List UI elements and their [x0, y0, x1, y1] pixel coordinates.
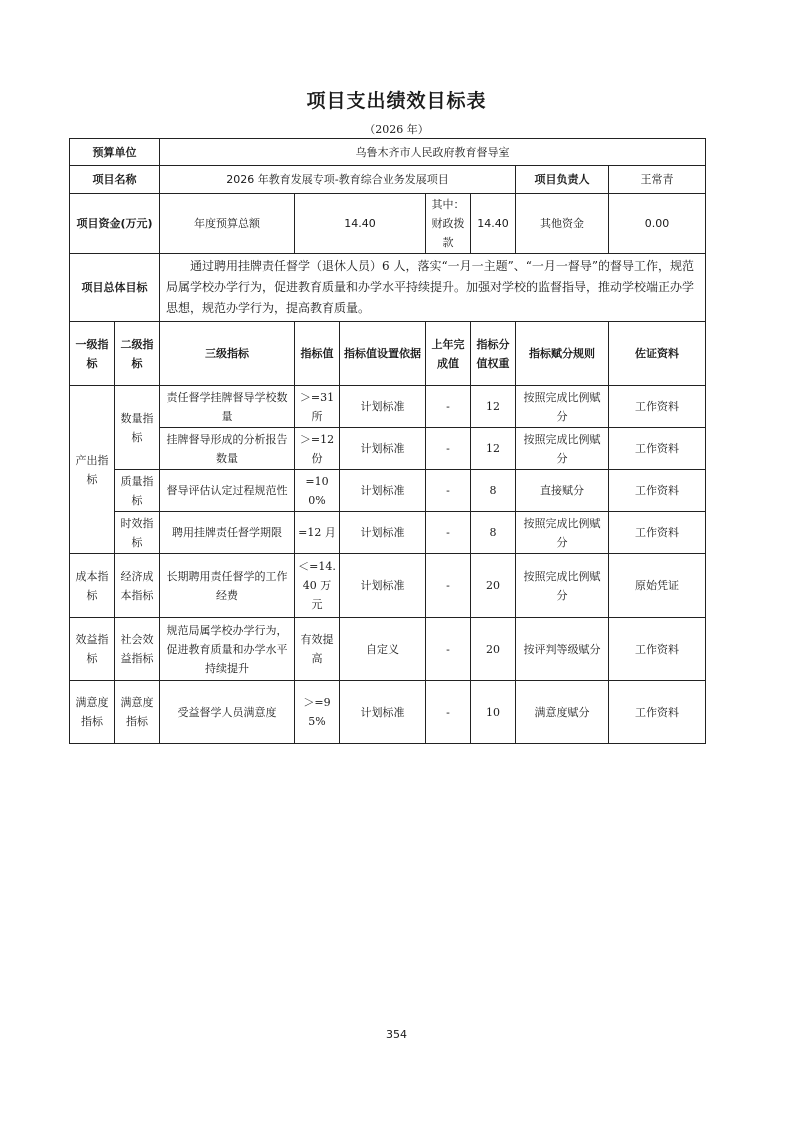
rule-cell: 直接赋分	[516, 470, 609, 512]
table-row	[70, 512, 706, 554]
rule-cell: 按照完成比例赋分	[516, 554, 609, 618]
basis-cell: 计划标准	[340, 386, 426, 428]
indicator-header-row	[70, 322, 706, 386]
header-value: 指标值	[295, 322, 340, 386]
evidence-cell: 工作资料	[609, 386, 706, 428]
basis-cell: 计划标准	[340, 681, 426, 744]
project-owner-value: 王常青	[609, 166, 706, 194]
weight-cell: 10	[471, 681, 516, 744]
header-weight: 指标分值权重	[471, 322, 516, 386]
level1-cell: 产出指标	[70, 386, 115, 554]
header-evidence: 佐证资料	[609, 322, 706, 386]
value-cell: =100%	[295, 470, 340, 512]
basis-cell: 计划标准	[340, 554, 426, 618]
basis-cell: 计划标准	[340, 470, 426, 512]
rule-cell: 按照完成比例赋分	[516, 386, 609, 428]
project-name-label: 项目名称	[70, 166, 160, 194]
level3-cell: 规范局属学校办学行为，促进教育质量和办学水平持续提升	[160, 618, 295, 681]
evidence-cell: 工作资料	[609, 428, 706, 470]
header-rule: 指标赋分规则	[516, 322, 609, 386]
weight-cell: 20	[471, 554, 516, 618]
evidence-cell: 工作资料	[609, 681, 706, 744]
table-row	[70, 428, 706, 470]
fiscal-funds-value: 14.40	[471, 194, 516, 254]
other-funds-label: 其他资金	[516, 194, 609, 254]
rule-cell: 按评判等级赋分	[516, 618, 609, 681]
table-row	[70, 470, 706, 512]
basis-cell: 自定义	[340, 618, 426, 681]
project-name-value: 2026 年教育发展专项-教育综合业务发展项目	[160, 166, 516, 194]
level2-cell: 社会效益指标	[115, 618, 160, 681]
overall-goal-row	[70, 254, 706, 322]
evidence-cell: 工作资料	[609, 470, 706, 512]
weight-cell: 12	[471, 428, 516, 470]
overall-goal-text: 通过聘用挂牌责任督学（退休人员）6 人，落实“一月一主题”、“一月一督导”的督导工作，规范局属学校办学行为，促进教育质量和办学水平持续提升。加强对学校的监督指导，推动学校端正办学思想，规范办学行为，提高教育质量。	[160, 254, 706, 322]
level3-cell: 督导评估认定过程规范性	[160, 470, 295, 512]
project-owner-label: 项目负责人	[516, 166, 609, 194]
level3-cell: 长期聘用责任督学的工作经费	[160, 554, 295, 618]
table-row	[70, 618, 706, 681]
performance-table	[69, 138, 706, 744]
weight-cell: 8	[471, 470, 516, 512]
evidence-cell: 工作资料	[609, 618, 706, 681]
table-row	[70, 386, 706, 428]
budget-unit-value: 乌鲁木齐市人民政府教育督导室	[160, 139, 706, 166]
other-funds-value: 0.00	[609, 194, 706, 254]
rule-cell: 按照完成比例赋分	[516, 512, 609, 554]
overall-goal-label: 项目总体目标	[70, 254, 160, 322]
annual-budget-value: 14.40	[295, 194, 426, 254]
fiscal-funds-label: 其中：财政拨款	[426, 194, 471, 254]
project-funds-label: 项目资金(万元)	[70, 194, 160, 254]
weight-cell: 20	[471, 618, 516, 681]
level3-cell: 责任督学挂牌督导学校数量	[160, 386, 295, 428]
level3-cell: 挂牌督导形成的分析报告数量	[160, 428, 295, 470]
table-row	[70, 554, 706, 618]
level2-cell: 时效指标	[115, 512, 160, 554]
weight-cell: 8	[471, 512, 516, 554]
level2-cell: 满意度指标	[115, 681, 160, 744]
level1-cell: 效益指标	[70, 618, 115, 681]
value-cell: ＜=14.40 万元	[295, 554, 340, 618]
header-level1: 一级指标	[70, 322, 115, 386]
last-year-cell: -	[426, 681, 471, 744]
level2-cell: 质量指标	[115, 470, 160, 512]
page-title: 项目支出绩效目标表	[306, 90, 487, 112]
value-cell: =12 月	[295, 512, 340, 554]
last-year-cell: -	[426, 512, 471, 554]
rule-cell: 按照完成比例赋分	[516, 428, 609, 470]
evidence-cell: 原始凭证	[609, 554, 706, 618]
value-cell: ＞=95%	[295, 681, 340, 744]
rule-cell: 满意度赋分	[516, 681, 609, 744]
budget-unit-row	[70, 139, 706, 166]
level2-cell: 数量指标	[115, 386, 160, 470]
header-basis: 指标值设置依据	[340, 322, 426, 386]
value-cell: 有效提高	[295, 618, 340, 681]
basis-cell: 计划标准	[340, 428, 426, 470]
weight-cell: 12	[471, 386, 516, 428]
header-level3: 三级指标	[160, 322, 295, 386]
last-year-cell: -	[426, 618, 471, 681]
value-cell: ＞=31所	[295, 386, 340, 428]
evidence-cell: 工作资料	[609, 512, 706, 554]
header-level2: 二级指标	[115, 322, 160, 386]
last-year-cell: -	[426, 470, 471, 512]
table-row	[70, 681, 706, 744]
basis-cell: 计划标准	[340, 512, 426, 554]
annual-budget-label: 年度预算总额	[160, 194, 295, 254]
last-year-cell: -	[426, 386, 471, 428]
last-year-cell: -	[426, 428, 471, 470]
last-year-cell: -	[426, 554, 471, 618]
level1-cell: 满意度指标	[70, 681, 115, 744]
project-funds-row	[70, 194, 706, 254]
level3-cell: 受益督学人员满意度	[160, 681, 295, 744]
value-cell: ＞=12份	[295, 428, 340, 470]
level2-cell: 经济成本指标	[115, 554, 160, 618]
project-name-row	[70, 166, 706, 194]
header-last-year: 上年完成值	[426, 322, 471, 386]
level1-cell: 成本指标	[70, 554, 115, 618]
level3-cell: 聘用挂牌责任督学期限	[160, 512, 295, 554]
year-label: （2026 年）	[364, 123, 429, 136]
budget-unit-label: 预算单位	[70, 139, 160, 166]
page-number: 354	[386, 1028, 407, 1041]
